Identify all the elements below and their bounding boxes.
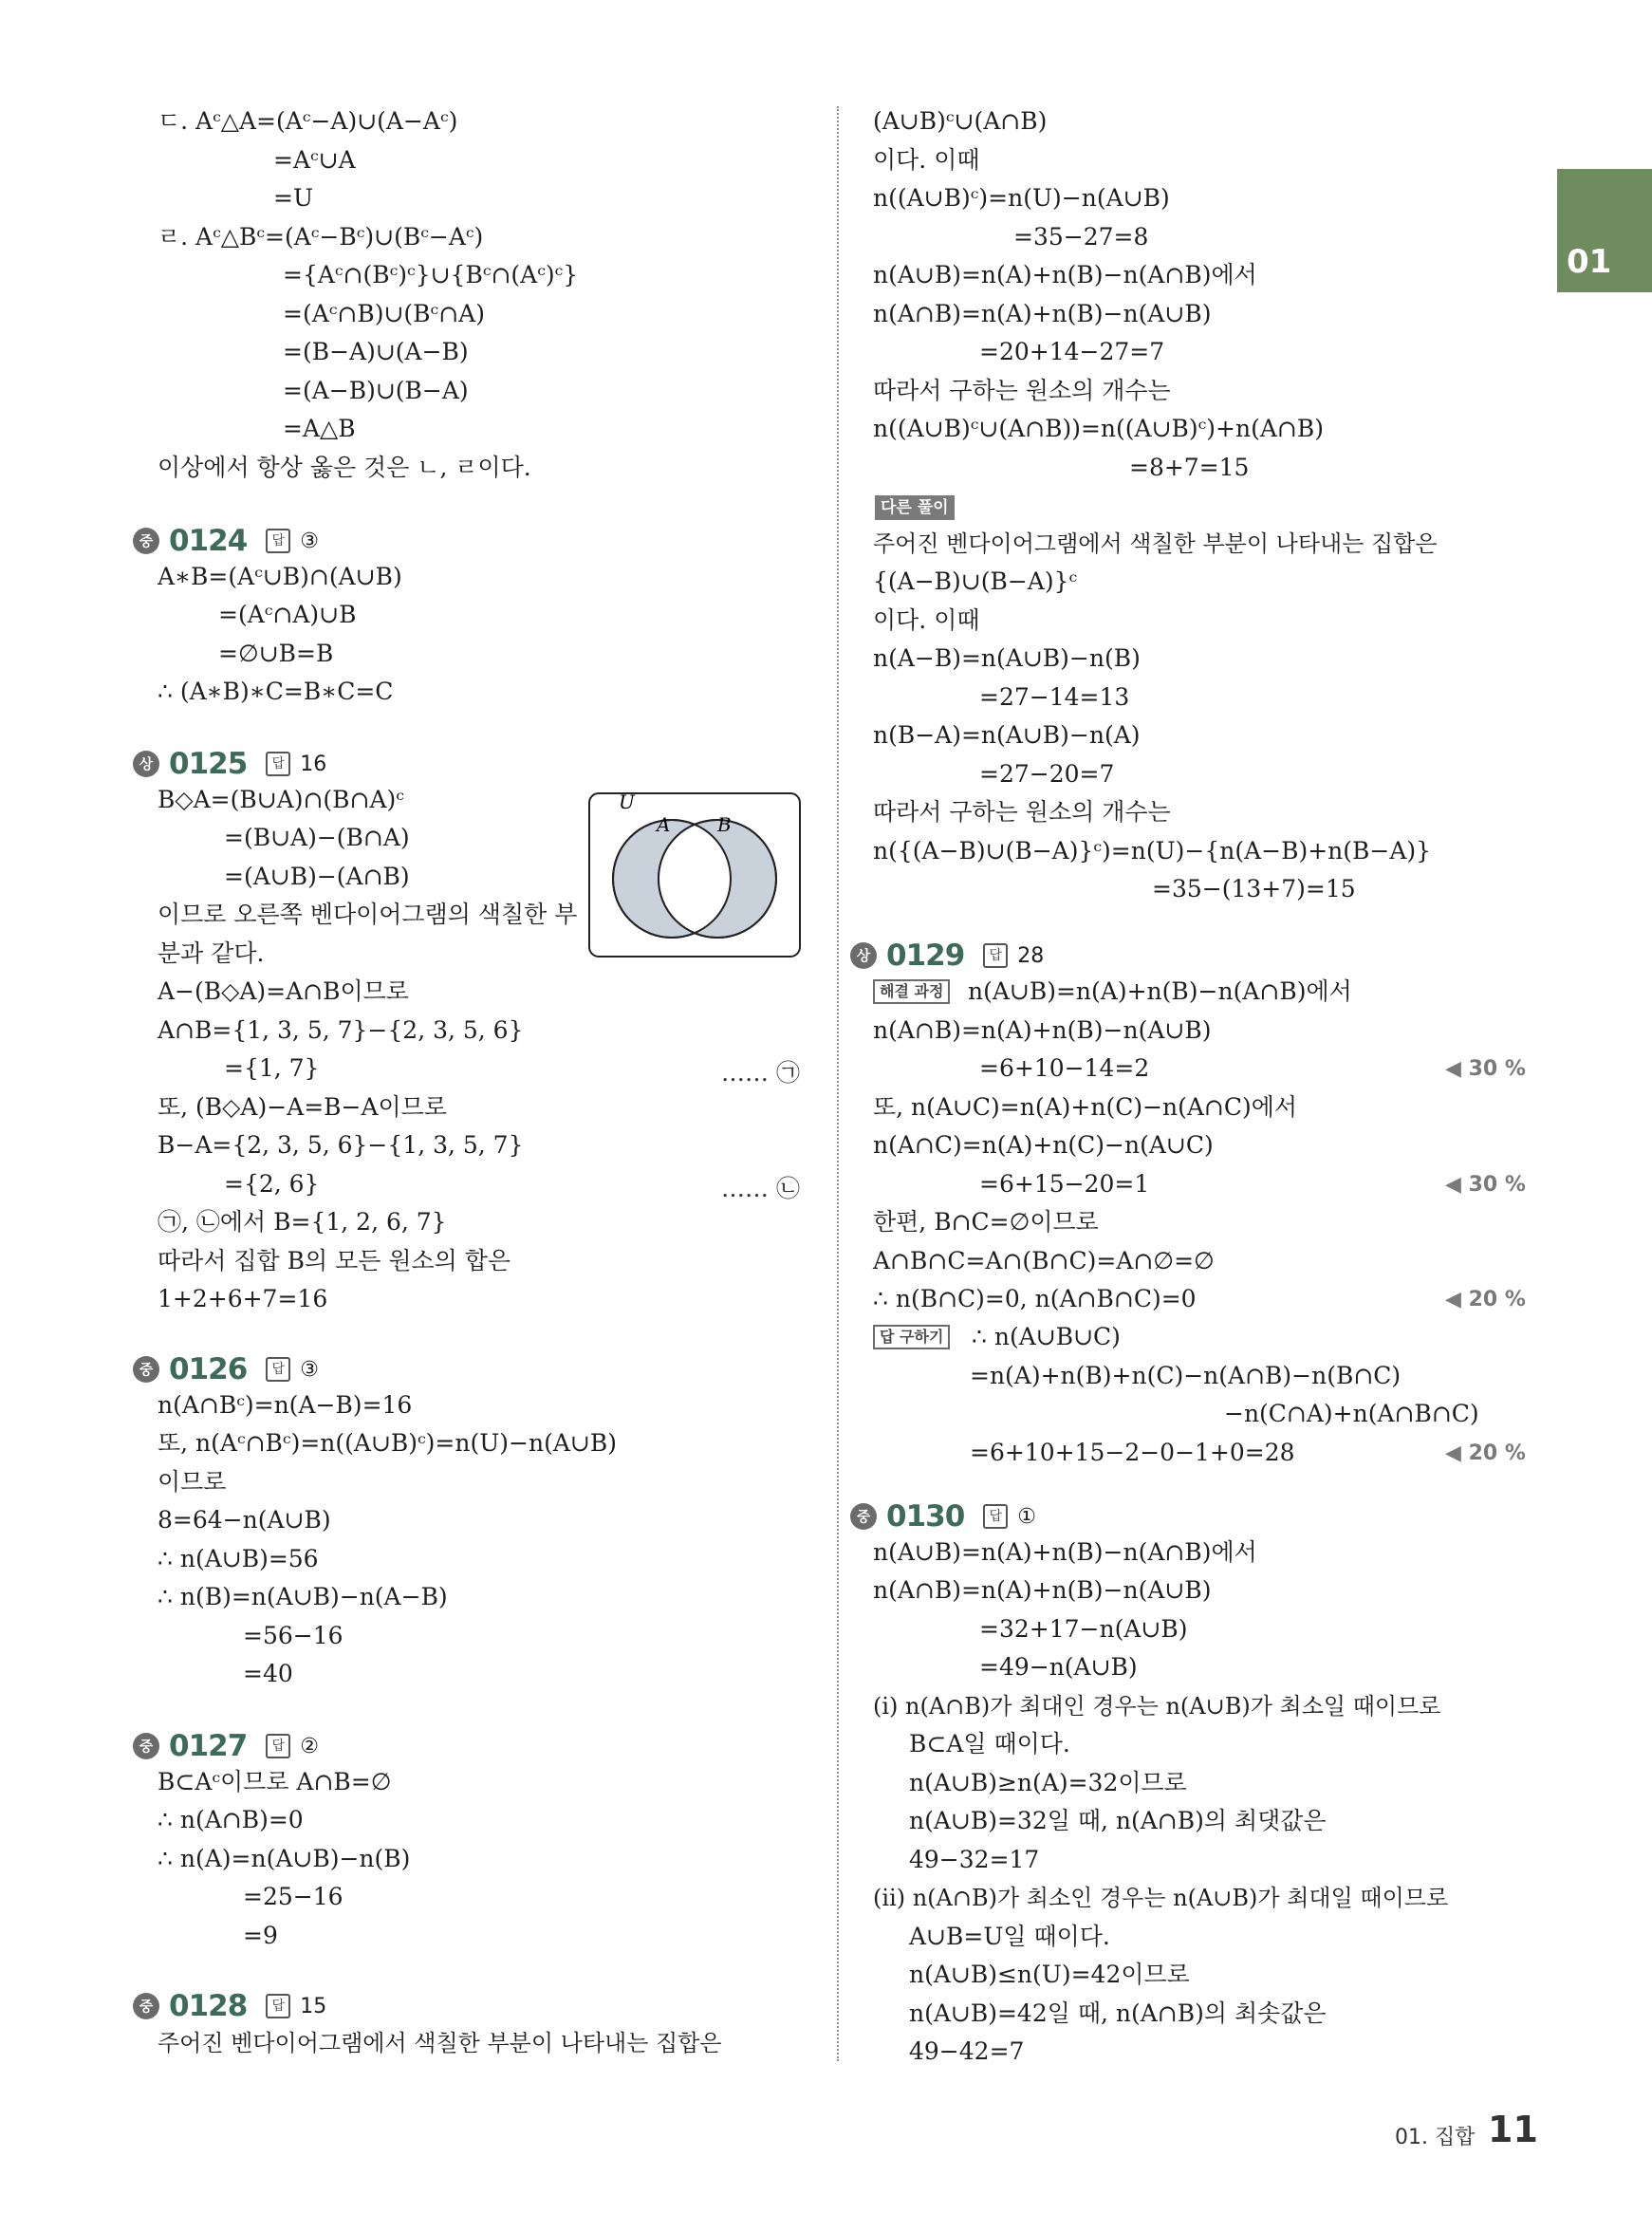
- text-line: 8=64−n(A∪B): [158, 1506, 331, 1534]
- score-percent: ◀ 30 %: [1445, 1173, 1526, 1197]
- text-line: =n(A)+n(B)+n(C)−n(A∩B)−n(B∩C): [970, 1362, 1401, 1389]
- answer-value: 16: [300, 752, 327, 776]
- text-line: n(A∩B)=n(A)+n(B)−n(A∪B): [873, 300, 1212, 327]
- text-line: 이므로: [158, 1468, 227, 1496]
- problem-number: 0130: [886, 1499, 965, 1534]
- page-number: 11: [1488, 2109, 1538, 2150]
- score-percent: ◀ 20 %: [1445, 1441, 1526, 1465]
- text-line: A−(B◇A)=A∩B이므로: [158, 977, 409, 1005]
- answer-icon: 답: [266, 1357, 290, 1382]
- text-line: =Aᶜ∪A: [273, 146, 356, 174]
- text-line: 분과 같다.: [158, 939, 265, 967]
- text-line: A∪B=U일 때이다.: [909, 1923, 1110, 1950]
- problem-header-0129: [850, 939, 1044, 973]
- text-line: =6+15−20=1: [979, 1170, 1150, 1198]
- text-line: −n(C∩A)+n(A∩B∩C): [1224, 1400, 1479, 1427]
- text-line: ㄷ. Aᶜ△A=(Aᶜ−A)∪(A−Aᶜ): [158, 107, 458, 135]
- text-line: n(A∪B)=32일 때, n(A∩B)의 최댓값은: [909, 1807, 1327, 1834]
- difficulty-badge: 중: [133, 1356, 159, 1383]
- text-line: n(A∪B)=n(A)+n(B)−n(A∩B)에서: [968, 977, 1352, 1005]
- answer-icon: 답: [266, 1994, 290, 2018]
- text-line: (ⅰ) n(A∩B)가 최대인 경우는 n(A∪B)가 최소일 때이므로: [873, 1693, 1441, 1720]
- text-line: =35−(13+7)=15: [1152, 875, 1356, 902]
- text-line: ∴ n(B)=n(A∪B)−n(A−B): [158, 1583, 448, 1610]
- equation-mark-1: …… ㉠: [721, 1059, 800, 1087]
- text-line: n(A∩Bᶜ)=n(A−B)=16: [158, 1391, 413, 1419]
- text-line: ∴ n(B∩C)=0, n(A∩B∩C)=0: [873, 1285, 1197, 1312]
- text-line: ={Aᶜ∩(Bᶜ)ᶜ}∪{Bᶜ∩(Aᶜ)ᶜ}: [283, 261, 579, 288]
- text-line: B◇A=(B∪A)∩(B∩A)ᶜ: [158, 786, 404, 813]
- text-line: 주어진 벤다이어그램에서 색칠한 부분이 나타내는 집합은: [158, 2030, 722, 2056]
- text-line: =(Aᶜ∩B)∪(Bᶜ∩A): [283, 300, 485, 327]
- text-line: =(Aᶜ∩A)∪B: [218, 601, 357, 628]
- answer-icon: 답: [983, 943, 1008, 968]
- text-line: 이다. 이때: [873, 606, 980, 634]
- text-line: 이므로 오른쪽 벤다이어그램의 색칠한 부: [158, 901, 578, 928]
- text-line: 또, n(A∪C)=n(A)+n(C)−n(A∩C)에서: [873, 1093, 1298, 1121]
- answer-value: ③: [300, 1357, 320, 1382]
- text-line: 또, n(Aᶜ∩Bᶜ)=n((A∪B)ᶜ)=n(U)−n(A∪B): [158, 1429, 617, 1457]
- text-line: =A△B: [283, 415, 356, 442]
- difficulty-badge: 중: [133, 528, 159, 554]
- text-line: 49−32=17: [909, 1846, 1040, 1873]
- text-line: n(A∪B)=42일 때, n(A∩B)의 최솟값은: [909, 1999, 1327, 2027]
- text-line: n(A∪B)≥n(A)=32이므로: [909, 1769, 1187, 1796]
- text-line: 1+2+6+7=16: [158, 1285, 328, 1312]
- text-line: 이다. 이때: [873, 146, 980, 174]
- text-line: ∴ n(A∩B)=0: [158, 1806, 304, 1833]
- text-line: 따라서 구하는 원소의 개수는: [873, 377, 1171, 404]
- venn-label-u: U: [619, 791, 635, 813]
- text-line: n(A∪B)=n(A)+n(B)−n(A∩B)에서: [873, 261, 1257, 288]
- text-line: A∩B∩C=A∩(B∩C)=A∩∅=∅: [873, 1247, 1215, 1274]
- score-percent: ◀ 30 %: [1445, 1057, 1526, 1081]
- problem-number: 0125: [169, 747, 248, 781]
- answer-value: 15: [300, 1994, 327, 2018]
- text-line: n(A∪B)=n(A)+n(B)−n(A∩B)에서: [873, 1538, 1257, 1566]
- text-line: B−A={2, 3, 5, 6}−{1, 3, 5, 7}: [158, 1131, 524, 1159]
- text-line: B⊂Aᶜ이므로 A∩B=∅: [158, 1768, 392, 1795]
- text-line: 따라서 구하는 원소의 개수는: [873, 798, 1171, 826]
- difficulty-badge: 중: [850, 1503, 877, 1530]
- venn-diagram: [588, 791, 801, 958]
- problem-header-0124: [133, 524, 319, 558]
- answer-icon: 답: [266, 752, 290, 776]
- problem-number: 0128: [169, 1989, 248, 2023]
- text-line: (ⅱ) n(A∩B)가 최소인 경우는 n(A∪B)가 최대일 때이므로: [873, 1885, 1449, 1911]
- text-line: =35−27=8: [1013, 223, 1149, 251]
- problem-header-0130: [850, 1499, 1036, 1534]
- column-divider: [837, 106, 839, 2061]
- process-label: 해결 과정: [873, 979, 950, 1004]
- text-line: B⊂A일 때이다.: [909, 1730, 1070, 1757]
- text-line: 또, (B◇A)−A=B−A이므로: [158, 1093, 447, 1121]
- text-line: ∴ n(A∪B∪C): [972, 1323, 1121, 1350]
- text-line: ∴ (A∗B)∗C=B∗C=C: [158, 678, 394, 705]
- difficulty-badge: 상: [133, 751, 159, 777]
- difficulty-badge: 중: [133, 1733, 159, 1759]
- answer-icon: 답: [266, 529, 290, 553]
- text-line: =56−16: [243, 1622, 343, 1649]
- problem-header-0126: [133, 1352, 319, 1386]
- text-line: ㉠, ㉡에서 B={1, 2, 6, 7}: [158, 1208, 447, 1236]
- text-line: ㄹ. Aᶜ△Bᶜ=(Aᶜ−Bᶜ)∪(Bᶜ−Aᶜ): [158, 223, 484, 251]
- text-line: =(A−B)∪(B−A): [283, 377, 469, 404]
- text-line: =∅∪B=B: [218, 640, 334, 667]
- problem-number: 0127: [169, 1729, 248, 1763]
- text-line: =20+14−27=7: [979, 338, 1165, 365]
- text-line: ={1, 7}: [224, 1054, 320, 1082]
- answer-value: ①: [1017, 1504, 1037, 1529]
- text-line: 주어진 벤다이어그램에서 색칠한 부분이 나타내는 집합은: [873, 530, 1438, 557]
- text-line: n({(A−B)∪(B−A)}ᶜ)=n(U)−{n(A−B)+n(B−A)}: [873, 837, 1432, 865]
- text-line: 따라서 집합 B의 모든 원소의 합은: [158, 1247, 511, 1274]
- problem-header-0125: [133, 747, 326, 781]
- other-solution-label: 다른 풀이: [875, 495, 955, 520]
- text-line: n((A∪B)ᶜ)=n(U)−n(A∪B): [873, 184, 1170, 212]
- text-line: (A∪B)ᶜ∪(A∩B): [873, 107, 1048, 135]
- text-line: =40: [243, 1660, 293, 1687]
- difficulty-badge: 상: [850, 942, 877, 969]
- text-line: =8+7=15: [1129, 454, 1250, 481]
- venn-label-a: A: [657, 813, 671, 836]
- answer-value: ②: [300, 1734, 320, 1758]
- text-line: 이상에서 항상 옳은 것은 ㄴ, ㄹ이다.: [158, 454, 531, 481]
- problem-header-0128: [133, 1989, 326, 2023]
- text-line: =27−20=7: [979, 760, 1115, 788]
- text-line: ∴ n(A)=n(A∪B)−n(B): [158, 1845, 411, 1872]
- text-line: n(A∪B)≤n(U)=42이므로: [909, 1961, 1190, 1988]
- text-line: n(A−B)=n(A∪B)−n(B): [873, 644, 1141, 672]
- text-line: n(A∩B)=n(A)+n(B)−n(A∪B): [873, 1576, 1212, 1604]
- text-line: n(A∩B)=n(A)+n(B)−n(A∪B): [873, 1016, 1212, 1044]
- text-line: =32+17−n(A∪B): [979, 1615, 1188, 1643]
- text-line: =25−16: [243, 1883, 343, 1910]
- chapter-tab: [1557, 169, 1652, 292]
- equation-mark-2: …… ㉡: [721, 1175, 800, 1202]
- text-line: n(A∩C)=n(A)+n(C)−n(A∪C): [873, 1131, 1214, 1159]
- problem-number: 0124: [169, 524, 248, 558]
- difficulty-badge: 중: [133, 1993, 159, 2019]
- chapter-tab-label: 01: [1567, 243, 1612, 281]
- text-line: =9: [243, 1922, 278, 1949]
- text-line: A∗B=(Aᶜ∪B)∩(A∪B): [158, 563, 402, 590]
- footer-chapter: 01. 집합: [1395, 2126, 1476, 2149]
- text-line: =U: [273, 184, 314, 212]
- venn-label-b: B: [717, 813, 732, 836]
- text-line: =6+10+15−2−0−1+0=28: [970, 1439, 1295, 1466]
- answer-icon: 답: [266, 1734, 290, 1758]
- text-line: A∩B={1, 3, 5, 7}−{2, 3, 5, 6}: [158, 1016, 524, 1044]
- answer-value: 28: [1017, 943, 1045, 968]
- text-line: =49−n(A∪B): [979, 1653, 1138, 1681]
- problem-number: 0129: [886, 939, 965, 973]
- text-line: {(A−B)∪(B−A)}ᶜ: [873, 567, 1078, 595]
- problem-number: 0126: [169, 1352, 248, 1386]
- text-line: =(A∪B)−(A∩B): [224, 863, 410, 890]
- text-line: 49−42=7: [909, 2037, 1025, 2065]
- text-line: 한편, B∩C=∅이므로: [873, 1208, 1099, 1236]
- text-line: n(B−A)=n(A∪B)−n(A): [873, 721, 1141, 749]
- answer-label: 답 구하기: [873, 1325, 950, 1349]
- score-percent: ◀ 20 %: [1445, 1288, 1526, 1311]
- text-line: ={2, 6}: [224, 1170, 320, 1198]
- text-line: n((A∪B)ᶜ∪(A∩B))=n((A∪B)ᶜ)+n(A∩B): [873, 415, 1324, 442]
- answer-value: ③: [300, 529, 320, 553]
- answer-icon: 답: [983, 1504, 1008, 1529]
- problem-header-0127: [133, 1729, 319, 1763]
- text-line: =6+10−14=2: [979, 1054, 1150, 1082]
- text-line: =27−14=13: [979, 683, 1130, 711]
- text-line: =(B−A)∪(A−B): [283, 338, 469, 365]
- text-line: ∴ n(A∪B)=56: [158, 1545, 319, 1572]
- text-line: =(B∪A)−(B∩A): [224, 824, 410, 851]
